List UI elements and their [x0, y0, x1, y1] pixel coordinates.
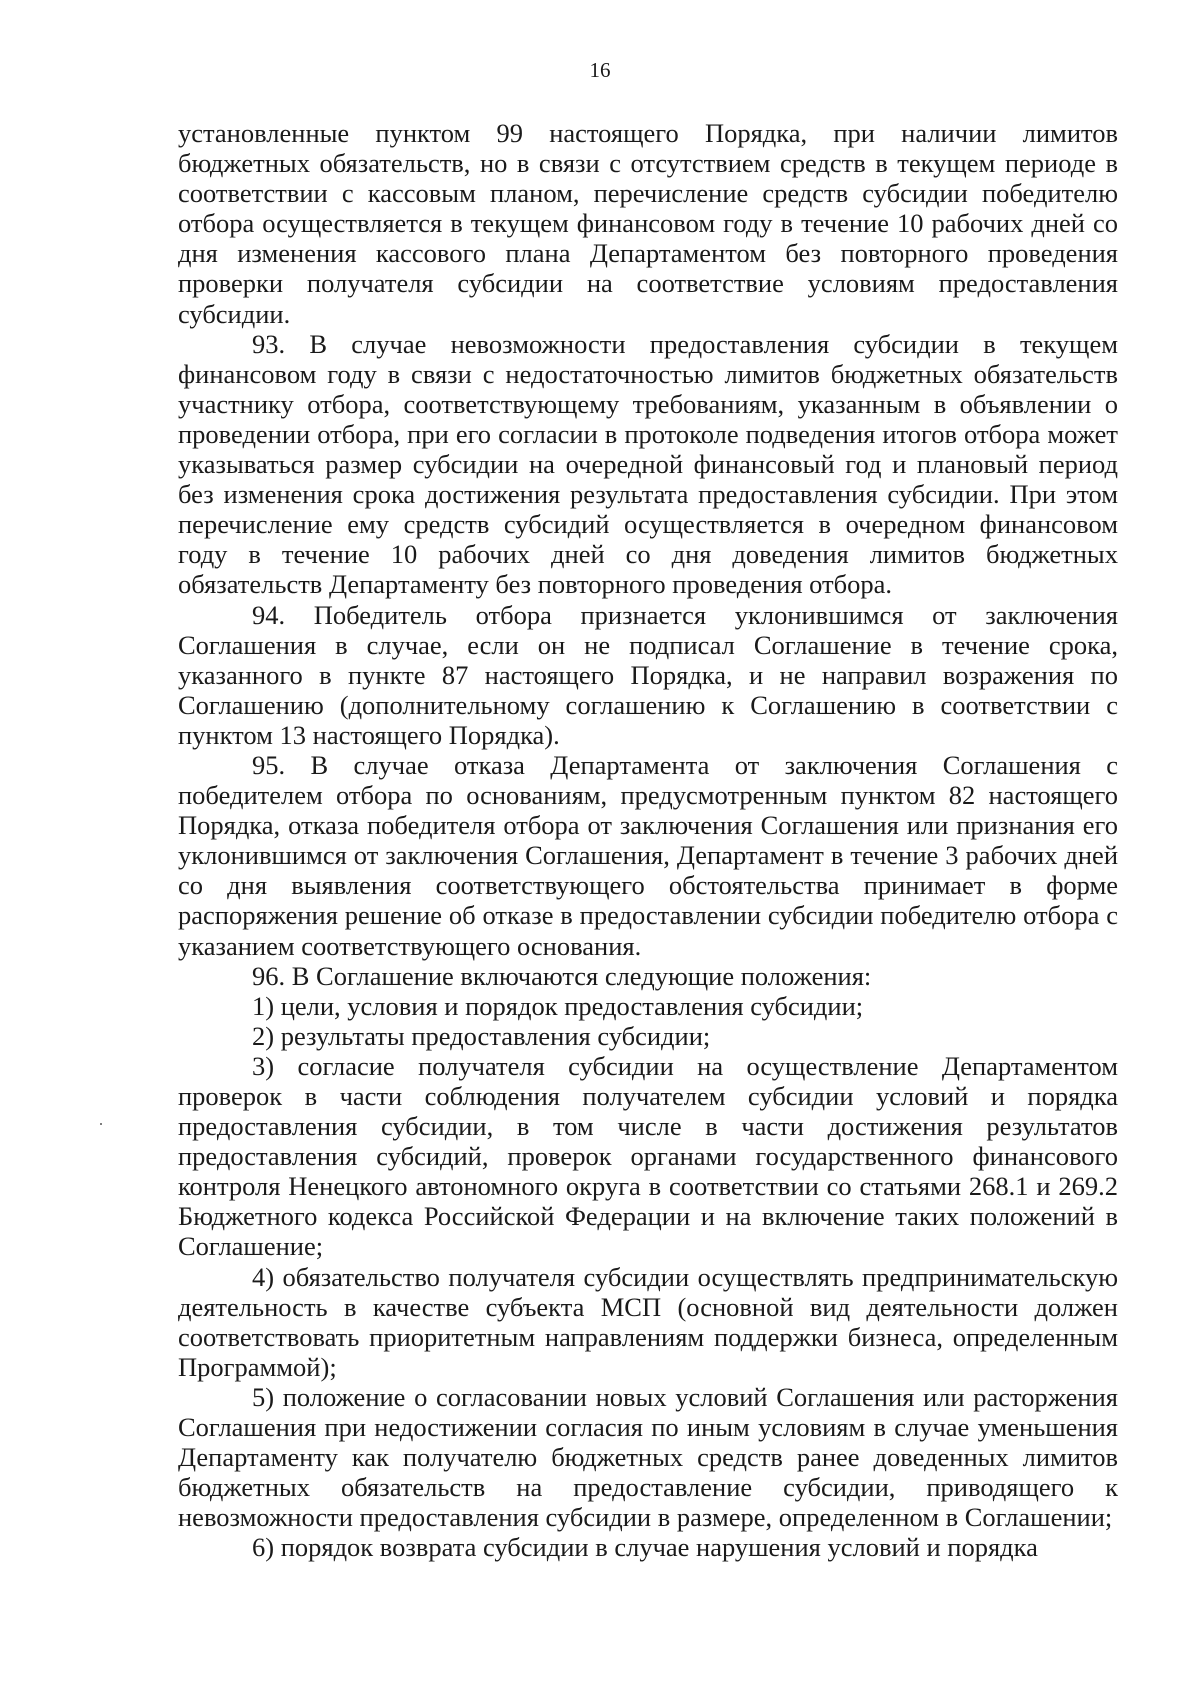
paragraph-continuation: установленные пунктом 99 настоящего Порядка, при наличии лимитов бюджетных обязательств, но в связи с отсутствием средств в текущем периоде в соответствии с кассовым планом, перечисление средств субсидии победителю отбора осуществляется в текущем финансовом году в течение 10 рабочих дней со дня изменения кассового плана Департаментом без повторного проведения проверки получателя субсидии на соответствие условиям предоставления субсидии.	[178, 118, 1118, 329]
list-item-3: 3) согласие получателя субсидии на осуществление Департаментом проверок в части соблюдения получателем субсидии условий и порядка предоставления субсидии, в том числе в части достижения результатов предоставления субсидий, проверок органами государственного финансового контроля Ненецкого автономного округа в соответствии со статьями 268.1 и 269.2 Бюджетного кодекса Российской Федерации и на включение таких положений в Соглашение;	[178, 1050, 1118, 1262]
paragraph-95: 95. В случае отказа Департамента от заключения Соглашения с победителем отбора по основаниям, предусмотренным пунктом 82 настоящего Порядка, отказа победителя отбора от заключения Соглашения или признания его уклонившимся от заключения Соглашения, Департамент в течение 3 рабочих дней со дня выявления соответствующего обстоятельства принимает в форме распоряжения решение об отказе в предоставлении субсидии победителю отбора с указанием соответствующего основания.	[178, 749, 1118, 961]
scan-speck	[100, 1123, 102, 1125]
list-item-2: 2) результаты предоставления субсидии;	[252, 1020, 711, 1051]
paragraph-93: 93. В случае невозможности предоставления субсидии в текущем финансовом году в связи с недостаточностью лимитов бюджетных обязательств участнику отбора, соответствующему требованиям, указанным в объявлении о проведении отбора, при его согласии в протоколе подведения итогов отбора может указываться размер субсидии на очередной финансовый год и плановый период без изменения срока достижения результата предоставления субсидии. При этом перечисление ему средств субсидий осуществляется в очередном финансовом году в течение 10 рабочих дней со дня доведения лимитов бюджетных обязательств Департаменту без повторного проведения отбора.	[178, 328, 1118, 600]
list-item-1: 1) цели, условия и порядок предоставления субсидии;	[252, 990, 864, 1021]
list-item-4: 4) обязательство получателя субсидии осуществлять предпринимательскую деятельность в качестве субъекта МСП (основной вид деятельности должен соответствовать приоритетным направлениям поддержки бизнеса, определенным Программой);	[178, 1261, 1118, 1382]
list-item-6: 6) порядок возврата субсидии в случае нарушения условий и порядка	[252, 1532, 1038, 1563]
paragraph-94: 94. Победитель отбора признается уклонившимся от заключения Соглашения в случае, если он не подписал Соглашение в течение срока, указанного в пункте 87 настоящего Порядка, и не направил возражения по Соглашению (дополнительному соглашению к Соглашению в соответствии с пунктом 13 настоящего Порядка).	[178, 599, 1118, 750]
paragraph-96: 96. В Соглашение включаются следующие положения:	[252, 960, 872, 991]
page-number: 16	[589, 58, 611, 82]
document-body	[178, 118, 1118, 1563]
list-item-5: 5) положение о согласовании новых условий Соглашения или расторжения Соглашения при недостижении согласия по иным условиям в случае уменьшения Департаменту как получателю бюджетных средств ранее доведенных лимитов бюджетных обязательств на предоставление субсидии, приводящего к невозможности предоставления субсидии в размере, определенном в Соглашении;	[178, 1381, 1118, 1533]
